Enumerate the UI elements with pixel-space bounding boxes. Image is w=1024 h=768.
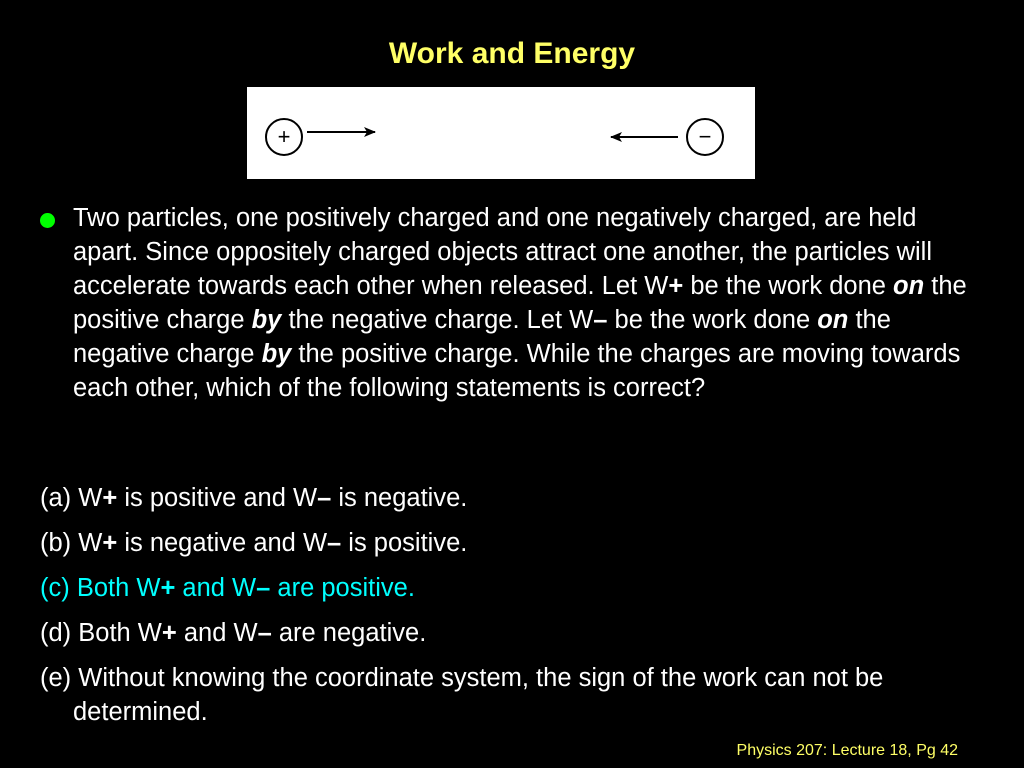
question-text: Two particles, one positively charged and one negatively charged, are held apart. Since oppositely charged objects attract one another, the particles will accelerate towards each other when released. Let W+ be the work done on the positive charge by the negative charge. Let W– be the work done on the negative charge by the positive charge. While the charges are moving towards each other, which of the following statements is correct? [73, 204, 967, 402]
bullet-dot-icon [40, 213, 55, 228]
negative-particle [687, 119, 723, 155]
option-b: (b) W+ is negative and W– is positive. [40, 529, 468, 557]
option-d: (d) Both W+ and W– are negative. [40, 619, 427, 647]
positive-particle [266, 119, 302, 155]
charges-figure [247, 87, 755, 179]
answer-options [40, 481, 980, 740]
option-a: (a) W+ is positive and W– is negative. [40, 484, 468, 512]
negative-sign: − [698, 124, 712, 149]
slide-title: Work and Energy [388, 37, 636, 70]
slide-footer: Physics 207: Lecture 18, Pg 42 [736, 742, 958, 759]
question-block [40, 201, 980, 405]
positive-sign: + [277, 124, 291, 149]
charges-diagram [247, 87, 755, 179]
option-c-correct: (c) Both W+ and W– are positive. [40, 574, 415, 602]
option-e: (e) Without knowing the coordinate system, the sign of the work can not be determined. [40, 664, 884, 726]
